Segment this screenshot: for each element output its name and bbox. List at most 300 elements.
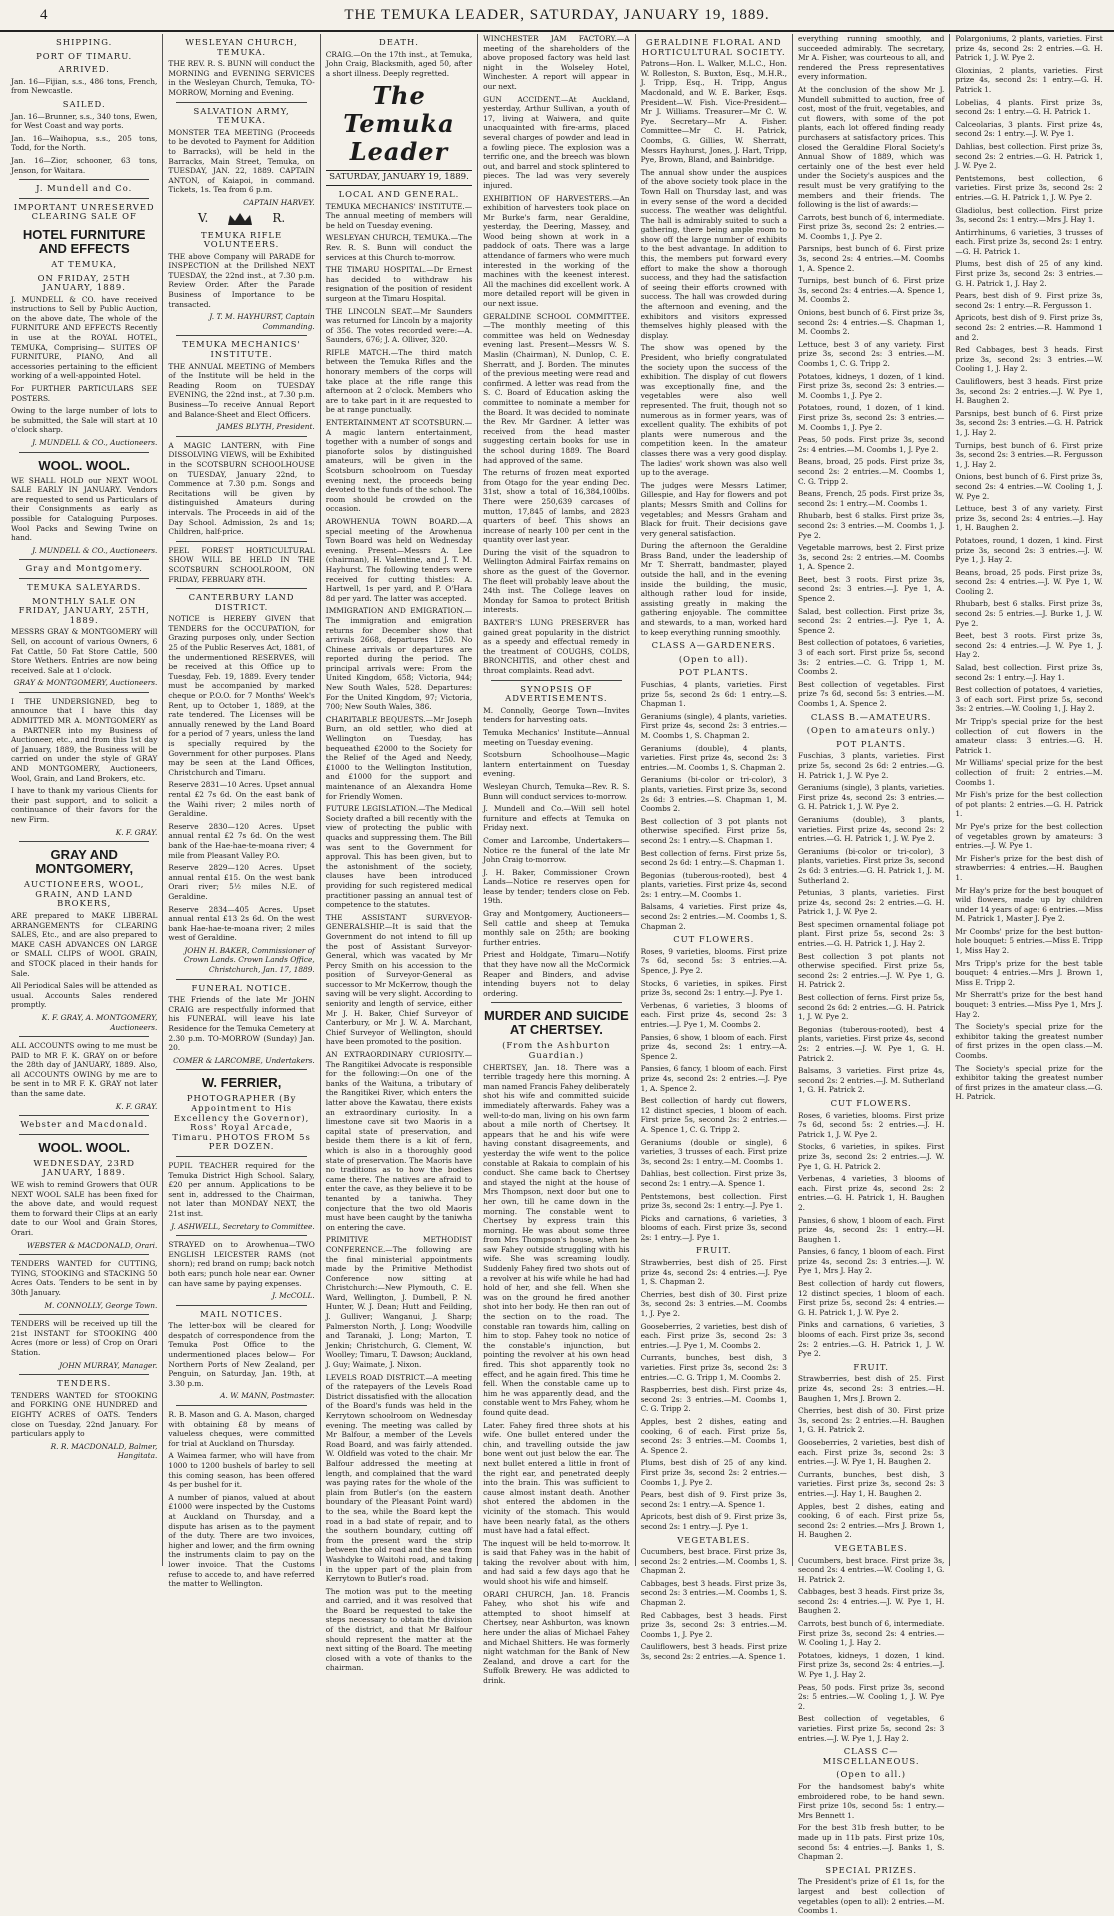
article-paragraph: Mr Hay's prize for the best bouquet of wild flowers, made up by children under 14 years of age: 6 entries.—Miss M. Patrick 1, Master J. Pye 2. — [955, 885, 1103, 924]
article-paragraph: Best collection of vegetables. First prize 7s 6d, second 5s: 3 entries.—M. Coombs 1, A. Spence 2. — [797, 679, 945, 708]
signature: J. MUNDELL & CO., Auctioneers. — [32, 545, 158, 555]
section-heading: Webster and Macdonald. — [20, 1119, 149, 1130]
article-paragraph: Jan. 16—Zior, schooner, 63 tons, Jenson, for Waitara. — [11, 155, 158, 175]
article-paragraph: Plums, best dish of 25 of any kind. First prize 3s, second 2s: 2 entries.—Coombs 1, J. Pye 2. — [640, 1458, 787, 1487]
article-paragraph: Red Cabbages, best 3 heads. First prize 3s, second 2s: 3 entries.—W. Cooling 1, J. Hay 2. — [955, 345, 1103, 374]
article-paragraph: Apples, best 2 dishes, eating and cooking, 6 of each. First prize 5s, second 2s: 2 entries.—Mrs J. Brown 1, H. Baughen 2. — [797, 1501, 945, 1540]
article-paragraph: Peas, 50 pods. First prize 3s, second 2s: 4 entries.—M. Coombs 1, J. Pye 2. — [797, 435, 945, 454]
section-heading: POT PLANTS. — [836, 738, 907, 749]
crest-right-letter: R. — [272, 210, 286, 225]
section-heading: SHIPPING. — [56, 37, 113, 47]
section-heading: FRUIT. — [853, 1361, 889, 1372]
article-paragraph: Balsams, 3 varieties. First prize 4s, second 2s: 2 entries.—J. M. Sutherland 1, G. H. Patrick 2. — [797, 1066, 945, 1095]
article-paragraph: EXHIBITION OF HARVESTERS.—An exhibition of harvesters took place on Mr Burke's farm, near Geraldine, yesterday, the Deering, Massey, and Wood being shown at work in a paddock of oats. There was a large attendance of farmers who were much interested in the working of the machines with the keenest interest. All the machines did excellent work. A more detailed report will be given in our next issue. — [483, 193, 630, 309]
divider — [176, 1405, 306, 1406]
crown-icon — [226, 211, 254, 227]
signature: WEBSTER & MACDONALD, Orari. — [26, 1240, 158, 1250]
article-paragraph: During the visit of the squadron to Wellington Admiral Fairfax remains on shore as the guest of the Governor. The fleet will probably leave about the 24th inst. The College leaves on Monday for Samoa to protect British interests. — [483, 547, 630, 615]
article-paragraph: Cauliflowers, best 3 heads. First prize 3s, second 2s: 2 entries.—J. W. Pye 1, H. Baughen 2. — [955, 377, 1103, 406]
article-paragraph: Beans, French, 25 pods. First prize 3s, second 2s: 1 entry.—M. Coombs 1. — [797, 489, 945, 508]
article-paragraph: THE ASSISTANT SURVEYOR-GENERALSHIP.—It is said that the Government do not intend to fill up the post of Assistant Surveyor-General, which was vacated by Mr Percy Smith on his accession to the position of Surveyor-General as successor to Mr McKerrow, though the saving will be very slight. According to seniority and length of service, either Mr J. H. Baker, Chief Surveyor of Canterbury, or Mr J. W. A. Marchant, Chief Surveyor of Wellington, should have been promoted to the position. — [325, 912, 473, 1047]
article-paragraph: Parsnips, best bunch of 6. First prize 3s, second 2s: 4 entries.—M. Coombs 1, A. Spence 2. — [797, 244, 945, 273]
article-paragraph: R. B. Mason and G. A. Mason, charged with obtaining £8 by means of valueless cheques, were committed for trial at Auckland on Thursday. — [168, 1410, 315, 1448]
article-paragraph: Pansies, 6 fancy, 1 bloom of each. First prize 4s, second 2s: 3 entries.—J. W. Pye 1, Mrs J. Hay 2. — [797, 1247, 945, 1276]
article-paragraph: Best collection of hardy cut flowers, 12 distinct species, 1 bloom of each. First prize 5s, second 2s: 4 entries.—G. H. Patrick 1, J. W. Pye 2. — [797, 1279, 945, 1317]
signature: K. F. GRAY. — [115, 1101, 158, 1111]
section-heading: CUT FLOWERS. — [673, 934, 755, 945]
section-heading: (Open to amateurs only.) — [806, 725, 936, 736]
article-paragraph: The returns of frozen meat exported from Otago for the year ending Dec. 31st, show a total of 16,384,100lbs. There were 250,639 carcases of mutton, 17,845 of lambs, and 2823 quarters of beef. This shows an increase of nearly 100 per cent in the quantity over last year. — [483, 468, 630, 545]
article-paragraph: J. H. Baker, Commissioner Crown Lands—Notice re reserves open for lease by tender; tenders close on Feb. 19th. — [483, 867, 630, 906]
section-heading: (Open to all.) — [836, 1769, 907, 1780]
article-paragraph: WE wish to remind Growers that OUR NEXT WOOL SALE has been fixed for the above date, and would request them to forward their Clips at an early date to our Wool and Grain Stores, Orari. — [11, 1180, 158, 1237]
section-heading: VEGETABLES. — [677, 1534, 751, 1545]
article-paragraph: Mr Fish's prize for the best collection of pot plants: 2 entries.—G. H. Patrick 1. — [955, 790, 1103, 819]
column-1 — [6, 34, 163, 1566]
article-paragraph: During the afternoon the Geraldine Brass Band, under the leadership of Mr T. Sherratt, bandmaster, played outside the hall, and in the evening inside the building, the music, although rather loud for inside, assisting greatly in making the gathering enjoyable. The committee and stewards, to a man, worked hard to keep everything running smoothly. — [640, 541, 787, 637]
dateline: SATURDAY, JANUARY 19, 1889. — [326, 170, 472, 186]
article-paragraph: All Periodical Sales will be attended as usual. Accounts Sales rendered promptly. — [11, 981, 158, 1010]
article-paragraph: Gloxinias, 2 plants, varieties. First prize 4s, second 2s: 1 entry.—G. H. Patrick 1. — [955, 65, 1103, 94]
article-paragraph: Pears, best dish of 9. First prize 3s, second 2s: 1 entry.—A. Spence 1. — [640, 1490, 787, 1509]
article-paragraph: Fuschias, 3 plants, varieties. First prize 5s, second 2s 6d: 2 entries.—G. H. Patrick 1, J. W. Pye 2. — [797, 751, 945, 780]
section-heading: (From the Ashburton Guardian.) — [502, 1040, 611, 1060]
article-paragraph: Verbenas, 4 varieties, 3 blooms of each. First prize 4s, second 2s: 2 entries.—G. H. Patrick 1, H. Baughen 2. — [797, 1174, 945, 1212]
article-paragraph: PUPIL TEACHER required for the Temuka District High School. Salary, £20 per annum. Applications to be sent in, addressed to the Chairman, not later than MONDAY NEXT, the 21st inst. — [168, 1160, 315, 1218]
volunteer-crest — [168, 211, 314, 227]
article-paragraph: I THE UNDERSIGNED, beg to announce that I have this day ADMITTED MR A. MONTGOMERY as a PARTNER into my Business of Auctioneer, etc., and from this 1st day of January, 1889, the Business will be carried on under the style of GRAY AND MONTGOMERY, Auctioneers, Wool, Grain, and Land Brokers, etc. — [11, 696, 158, 783]
article-paragraph: Mr Williams' special prize for the best collection of fruit: 2 entries.—M. Coombs 1. — [955, 758, 1103, 787]
article-paragraph: Lettuce, best 3 of any variety. First prize 3s, second 2s: 4 entries.—J. Hay 1, H. Baughen 2. — [955, 504, 1103, 533]
section-heading: FRUIT. — [696, 1245, 732, 1256]
article-paragraph: Owing to the large number of lots to be submitted, the Sale will start at 10 o'clock sharp. — [11, 406, 158, 435]
article-paragraph: Fuschias, 4 plants, varieties. First prize 5s, second 2s 6d: 1 entry.—S. Chapman 1. — [640, 680, 787, 709]
article-paragraph: THE TIMARU HOSPITAL.—Dr Ernest has decided to withdraw his resignation of the position of resident surgeon at the Timaru Hospital. — [325, 265, 473, 303]
article-paragraph: Balsams, 4 varieties. First prize 4s, second 2s: 2 entries.—M. Coombs 1, S. Chapman 2. — [640, 902, 787, 931]
signature: COMER & LARCOMBE, Undertakers. — [173, 1055, 315, 1065]
section-heading: Gray and Montgomery. — [25, 563, 143, 574]
section-heading: SALVATION ARMY, TEMUKA. — [193, 105, 290, 126]
article-paragraph: Pentstemons, best collection. First prize 3s, second 2s: 1 entry.—J. Pye 1. — [640, 1191, 787, 1211]
divider — [19, 578, 149, 579]
column-5 — [636, 34, 793, 1662]
article-paragraph: MONSTER TEA MEETING (Proceeds to be devoted to Payment for Addition to Barracks), will be held in the Barracks, Main Street, Temuka, on TUESDAY, JAN. 22, 1889. CAPTAIN ANTON, of Kaiapoi, in command. Tickets, 1s. Tea from 6 p.m. — [168, 127, 315, 195]
signature: A. W. MANN, Postmaster. — [220, 1391, 315, 1401]
article-paragraph: The annual show under the auspices of the above society took place in the Town Hall on Thursday last, and was in every sense of the word a decided success. The weather was delightful. The hall is admirably suited to such a gathering, there being ample room to show off the large number of exhibits to the best advantage. In addition to this, the members put forward every effort to make the show a thorough success, and they had the satisfaction of seeing their efforts crowned with success. The hall was crowded during the afternoon and evening, and the exhibitors and visitors expressed themselves highly pleased with the display. — [640, 167, 787, 340]
article-paragraph: Rhubarb, best 6 stalks. First prize 3s, second 2s: 3 entries.—M. Coombs 1, J. Pye 2. — [797, 511, 945, 540]
column-4 — [478, 34, 635, 1685]
article-paragraph: RIFLE MATCH.—The third match between the Temuka Rifles and the honorary members of the corps will take place at the rifle range this afternoon at 2 o'clock. Members who are to take part in it are requested to be at range punctually. — [325, 347, 473, 415]
article-paragraph: Pears, best dish of 9. First prize 3s, second 2s: 1 entry.—R. Fergusson 1. — [955, 291, 1103, 310]
divider — [19, 452, 149, 453]
divider — [176, 1235, 306, 1236]
article-paragraph: Apples, best 2 dishes, eating and cooking, 6 of each. First prize 5s, second 2s: 3 entries.—M. Coombs 1, A. Spence 2. — [640, 1416, 787, 1455]
section-heading: WEDNESDAY, 23RD JANUARY, 1889. — [33, 1157, 135, 1178]
crest-left-letter: V. — [197, 210, 209, 225]
article-paragraph: Petunias, 3 plants, varieties. First prize 4s, second 2s: 2 entries.—G. H. Patrick 1, J. W. Pye 2. — [797, 888, 945, 917]
section-heading: FUNERAL NOTICE. — [191, 982, 292, 993]
article-paragraph: Jan. 16—Waihopua, s.s., 205 tons, Todd, for the North. — [11, 133, 158, 153]
article-paragraph: Lettuce, best 3 of any variety. First prize 3s, second 2s: 3 entries.—M. Coombs 1, C. G. Tripp 2. — [797, 339, 945, 368]
article-paragraph: Scotsburn Schoolhouse—Magic lantern entertainment on Tuesday evening. — [483, 750, 630, 779]
article-paragraph: Mr Coombs' prize for the best button-hole bouquet: 5 entries.—Miss E. Tripp 1, Miss Hay 2. — [955, 926, 1103, 956]
article-paragraph: Best collection of ferns. First prize 5s, second 2s 6d: 2 entries.—G. H. Patrick 1, J. W. Pye 2. — [797, 993, 945, 1022]
masthead — [0, 0, 1114, 32]
article-paragraph: Stocks, 6 varieties, in spikes. First prize 3s, second 2s: 2 entries.—J. W. Pye 1, G. H. Patrick 2. — [797, 1142, 945, 1171]
divider — [176, 588, 306, 589]
article-paragraph: Begonias (tuberous-rooted), best 4 plants, varieties. First prize 4s, second 2s: 1 entry.—M. Coombs 1. — [640, 870, 787, 899]
article-paragraph: The motion was put to the meeting and carried, and it was resolved that the Board be requested to take the steps necessary to obtain the division of the district, and that Mr Balfour should represent the matter at the next sitting of the Board. The meeting closed with a vote of thanks to the chairman. — [325, 1586, 473, 1673]
article-paragraph: Best collection of potatoes, 4 varieties, 3 of each sort. First prize 5s, second 3s: 2 entries.—W. Cooling 1, J. Hay 2. — [955, 685, 1103, 714]
article-paragraph: Gooseberries, 2 varieties, best dish of each. First prize 3s, second 2s: 3 entries.—J. W. Pye 1, H. Baughen 2. — [797, 1437, 945, 1467]
divider — [176, 1069, 306, 1070]
article-paragraph: Mr Pye's prize for the best collection of vegetables grown by amateurs: 3 entries.—J. W. Pye 1. — [955, 821, 1103, 851]
article-paragraph: Vegetable marrows, best 2. First prize 3s, second 2s: 2 entries.—M. Coombs 1, A. Spence 2. — [797, 543, 945, 572]
divider — [19, 1254, 149, 1255]
article-paragraph: The inquest will be held to-morrow. It is said that Fahey was in the habit of taking the revolver about with him, and had said a few days ago that he would shoot his wife and himself. — [483, 1538, 630, 1587]
article-paragraph: I have to thank my various Clients for their past support, and to solicit a continuance of their favors for the new Firm. — [11, 786, 158, 824]
article-paragraph: Apricots, best dish of 9. First prize 3s, second 2s: 2 entries.—R. Hammond 1 and 2. — [955, 313, 1103, 342]
article-paragraph: The judges were Messrs Latimer, Gillespie, and Hay for flowers and pot plants; Messrs Smith and Collins for vegetables; and Messrs Graham and Black for fruit. Their decisions gave very general satisfaction. — [640, 480, 787, 538]
section-heading: MONTHLY SALE ON FRIDAY, JANUARY, 25TH, 1889. — [18, 595, 150, 625]
article-paragraph: Best collection of potatoes, 6 varieties, 3 of each sort. First prize 5s, second 3s: 2 entries.—C. G. Tripp 1, M. Coombs 2. — [797, 638, 945, 677]
article-paragraph: Mr Tripp's special prize for the best collection of cut flowers in the amateur class: 3 entries.—G. H. Patrick 1. — [955, 717, 1103, 755]
section-heading: VEGETABLES. — [834, 1542, 908, 1553]
divider — [176, 102, 306, 103]
article-paragraph: Geraniums (double or single), 6 varieties, 3 trusses of each. First prize 3s, second 2s: 1 entry.—M. Coombs 1. — [640, 1137, 787, 1166]
article-paragraph: Potatoes, kidneys, 1 dozen, of 1 kind. First prize 3s, second 2s: 3 entries.—M. Coombs 1, J. Pye 2. — [797, 371, 945, 400]
article-paragraph: Turnips, best bunch of 6. First prize 3s, second 2s: 4 entries.—A. Spence 1, M. Coombs 2. — [797, 276, 945, 305]
article-paragraph: Potatoes, round, 1 dozen, 1 kind. First prize 3s, second 2s: 3 entries.—J. W. Pye 1, J. Hay 2. — [955, 535, 1103, 565]
masthead-title: THE TEMUKA LEADER, SATURDAY, JANUARY 19, 1889. — [344, 6, 770, 23]
article-paragraph: Calceolarias, 3 plants. First prize 4s, second 2s: 1 entry.—J. W. Pye 1. — [955, 119, 1103, 139]
article-paragraph: Beans, broad, 25 pods. First prize 3s, second 2s: 2 entries.—M. Coombs 1, C. G. Tripp 2. — [797, 457, 945, 486]
signature: JOHN MURRAY, Manager. — [59, 1360, 158, 1370]
article-paragraph: Roses, 6 varieties, blooms. First prize 7s 6d, second 5s: 2 entries.—J. H. Patrick 1, J. W. Pye 2. — [797, 1110, 945, 1139]
article-paragraph: Dahlias, best collection. First prize 3s, second 2s: 2 entries.—G. H. Patrick 1, J. W. Pye 2. — [955, 141, 1103, 171]
article-paragraph: Cabbages, best 3 heads. First prize 3s, second 2s: 4 entries.—J. W. Pye 1, H. Baughen 2. — [797, 1587, 945, 1616]
display-heading: HOTEL FURNITURE AND EFFECTS — [22, 226, 146, 256]
article-paragraph: Gooseberries, 2 varieties, best dish of each. First prize 3s, second 2s: 3 entries.—J. Pye 1, M. Coombs 2. — [640, 1321, 787, 1350]
article-paragraph: NOTICE is HEREBY GIVEN that TENDERS for the OCCUPATION, for Grazing purposes only, under Section 25 of the Public Reserves Act, 1881, of the undermentioned RESERVES, will be received at this Office up to Tuesday, Feb. 19, 1889. Every tender must be accompanied by marked cheque or P.O.O. for 7 Months' Week's Rent, up to October 1, 1889, at the rate tendered. The Licenses will be annually renewed by the Land Board for a period of 7 years, unless the land is specially required by the Government for other purposes. Plans may be seen at the Land Offices, Christchurch and Timaru. — [168, 614, 315, 777]
article-paragraph: Mrs Tripp's prize for the best table bouquet: 4 entries.—Mrs J. Brown 1, Miss E. Tripp 2. — [955, 958, 1103, 987]
divider — [176, 1156, 306, 1157]
section-heading: AUCTIONEERS, WOOL, GRAIN, AND LAND BROKERS, — [23, 879, 145, 909]
article-paragraph: Onions, best bunch of 6. First prize 3s, second 2s: 4 entries.—S. Chapman 1, M. Coombs 2. — [797, 308, 945, 337]
article-paragraph: Carrots, best bunch of 6, intermediate. First prize 3s, second 2s: 4 entries.—W. Cooling 1, J. Hay 2. — [797, 1619, 945, 1648]
article-paragraph: WE SHALL HOLD our NEXT WOOL SALE EARLY IN JANUARY. Vendors are requested to send us Particulars of their Consignments as early as possible for Cataloguing Purposes. Wool Packs and Sewing Twine on hand. — [11, 475, 158, 543]
section-heading: CLASS B.—AMATEURS. — [810, 711, 932, 722]
divider — [176, 979, 306, 980]
section-heading: DEATH. — [378, 37, 419, 47]
article-paragraph: THE Friends of the late Mr JOHN CRAIG are respectfully informed that his FUNERAL will leave his late Residence for the Temuka Cemetery at 2.30 p.m. TO-MORROW (Sunday) Jan. 20. — [168, 995, 315, 1053]
article-paragraph: LEVELS ROAD DISTRICT.—A meeting of the ratepayers of the Levels Road District dissatisfied with the allocation of the Board's funds was held in the Kerrytown schoolroom on Wednesday evening. The meeting was called by Mr Balfour, a member of the Levels Road Board, and was fairly attended. W. Oldfield was voted to the chair. Mr Balfour addressed the meeting at length, and complained that the ward was paying rates for the whole of the plain from Butler's (on the eastern boundary of the Pleasant Point ward) to the sea, while the Board kept the road in a bad state of repair, and to the southern boundary, cutting off from the present ward the strip between the old road and the sea from Washdyke to Waitohi road, and taking in the upper part of the plain from Kerrytown to Butler's road. — [325, 1372, 473, 1584]
article-paragraph: Geraniums (single), 3 plants, varieties. First prize 4s, second 2s: 3 entries.—G. H. Patrick 1, J. W. Pye 2. — [797, 783, 945, 812]
section-heading: PORT OF TIMARU. — [36, 50, 133, 61]
section-heading: SAILED. — [62, 98, 106, 109]
article-paragraph: WESLEYAN CHURCH, TEMUKA.—The Rev. R. S. Bunn will conduct the services at this Church to-morrow. — [325, 233, 473, 262]
article-paragraph: Carrots, best bunch of 6, intermediate. First prize 3s, second 2s: 2 entries.—M. Coombs 1, J. Pye 2. — [797, 212, 945, 241]
article-paragraph: J. MUNDELL & CO. have received instructions to Sell by Public Auction, on the above date, The whole of the FURNITURE AND EFFECTS Recently in use at the ROYAL HOTEL, TEMUKA, Comprising— SUITES OF FURNITURE, PIANO, And all accessories pertaining to the efficient working of a well-appointed Hotel. — [11, 294, 158, 381]
article-paragraph: IMMIGRATION AND EMIGRATION.—The immigration and emigration returns for December show that arrivals 2668, departures 1250. No Chinese arrivals or departures are reported during the period. The principal arrivals were: From the United Kingdom, 658; Victoria, 944; New South Wales, 528. Departures: For the United Kingdom, 97; Victoria, 700; New South Wales, 386. — [325, 606, 473, 712]
article-paragraph: At the conclusion of the show Mr J. Mundell submitted to auction, free of cost, most of the fruit, vegetables, and cut flowers, with some of the pot plants, each lot offered finding ready purchasers at satisfactory prices. This closed the Geraldine Floral Society's Annual Show of 1889, which was certainly one of the best ever held under the Society's auspices and the result must be very gratifying to the members and their friends. The following is the list of awards:— — [797, 84, 945, 210]
divider — [19, 692, 149, 693]
article-paragraph: Pansies, 6 show, 1 bloom of each. First prize 4s, second 2s: 1 entry.—H. Baughen 1. — [797, 1215, 945, 1244]
divider — [176, 436, 306, 437]
display-heading: MURDER AND SUICIDE AT CHERTSEY. — [484, 1008, 629, 1038]
article-paragraph: FUTURE LEGISLATION.—The Medical Society drafted a bill recently with the view of protecting the public with quacks and suppressing them. The Bill was sent to the Government for approval. This has been given, but to the astonishment of the society, clauses have been introduced providing for such registered medical practitioner passing an annual test of competence to the statutes. — [325, 804, 473, 910]
column-2 — [163, 34, 320, 1589]
article-paragraph: AN EXTRAORDINARY CURIOSITY.—The Rangitikei Advocate is responsible for the following:—On one of the banks of the Waituna, a tributary of the Rangitikei River, which enters the latter above the Kawatau, there exists an extraordinary curiosity. In a limestone cave sit two Maoris in a capital state of preservation, and beside them there is a kit of fern, which is also in a thoroughly good state of preservation. The Maoris have no traditions as to how the bodies came there. The natives are afraid to enter the cave, as they believe it to be tenanted by a taniwha. They conjecture that the two old Maoris must have been caught by the taniwha on entering the cave. — [325, 1050, 473, 1232]
divider — [491, 680, 621, 681]
article-paragraph: Turnips, best bunch of 6. First prize 3s, second 2s: 3 entries.—R. Fergusson 1, J. Hay 2. — [955, 440, 1103, 469]
article-paragraph: For the best 31b fresh butter, to be made up in 11b pats. First prize 10s, second 5s: 4 entries.—J. Banks 1, S. Chapman 2. — [797, 1823, 945, 1862]
article-paragraph: Cauliflowers, best 3 heads. First prize 3s, second 2s: 2 entries.—A. Spence 1. — [640, 1642, 787, 1662]
article-paragraph: Geraniums (single), 4 plants, varieties. First prize 4s, second 2s: 3 entries.—M. Coombs 1, S. Chapman 2. — [640, 711, 787, 740]
article-paragraph: Reserve 2831—10 Acres. Upset annual rental £2 7s 6d. On the east bank of the Waihi river; 2 miles north of Geraldine. — [168, 780, 315, 819]
article-paragraph: Onions, best bunch of 6. First prize 3s, second 2s: 4 entries.—W. Cooling 1, J. W. Pye 2. — [955, 472, 1103, 501]
article-paragraph: AROWHENUA TOWN BOARD.—A special meeting of the Arowhenua Town Board was held on Wednesday evening. Present—Messrs A. Lee (chairman), H. Valentine, and J. T. M. Hayhurst. The following tenders were received for cutting thistles: A. Hartwell, 1s per yard, and P. O'Hara 8d per yard. The latter was accepted. — [325, 516, 473, 603]
article-paragraph: Peas, 50 pods. First prize 3s, second 2s: 5 entries.—W. Cooling 1, J. W. Pye 2. — [797, 1682, 945, 1711]
section-heading: TENDERS. — [57, 1378, 112, 1389]
article-paragraph: Gladiolus, best collection. First prize 3s, second 2s: 1 entry.—Mrs J. Hay 1. — [955, 205, 1103, 225]
divider — [19, 841, 149, 842]
article-paragraph: Cherries, best dish of 30. First prize 3s, second 2s: 3 entries.—M. Coombs 1, J. Pye 2. — [640, 1289, 787, 1319]
article-paragraph: STRAYED on to Arowhenua—TWO ENGLISH LEICESTER RAMS (not shorn); red brand on rump; back notch both ears; punch hole near ear. Owner can have same by paying expenses. — [168, 1240, 315, 1288]
article-paragraph: Jan. 16—Brunner, s.s., 340 tons, Ewen, for West Coast and way ports. — [11, 111, 158, 131]
display-heading: GRAY AND MONTGOMERY, — [35, 847, 134, 877]
article-paragraph: Beet, best 3 roots. First prize 3s, second 2s: 3 entries.—J. Pye 1, A. Spence 2. — [797, 574, 945, 604]
article-paragraph: The show was opened by the President, who briefly congratulated the society upon the success of the exhibition. The display of cut flowers was exceptionally fine, and the vegetables were also well represented. The fruit, though not so numerous as in former years, was of excellent quality. The exhibits of pot plants were numerous and the competition keen. In the amateur classes there was a very good display. The ladies' work shown was also well up to the average. — [640, 343, 787, 478]
article-paragraph: Cherries, best dish of 30. First prize 3s, second 2s: 2 entries.—H. Baughen 1, G. H. Patrick 2. — [797, 1406, 945, 1435]
section-heading: SYNOPSIS OF ADVERTISEMENTS. — [505, 683, 608, 704]
signature: J. McCOLL. — [272, 1291, 315, 1301]
divider — [176, 541, 306, 542]
article-paragraph: everything running smoothly, and succeeded admirably. The secretary, Mr A. Fisher, was courteous to all, and rendered the Press representatives every information. — [797, 34, 945, 82]
article-paragraph: TENDERS will be received up till the 21st INSTANT for STOOKING 400 Acres (more or less) of Crop on Orari Station. — [11, 1319, 158, 1357]
divider — [19, 1314, 149, 1315]
article-paragraph: THE ANNUAL MEETING of Members of the Institute will be held in the Reading Room on TUESDAY EVENING, the 22nd inst., at 7.30 p.m. Business—To receive Annual Report and Balance-Sheet and Elect Officers. — [168, 361, 315, 419]
article-paragraph: CRAIG.—On the 17th inst., at Temuka, John Craig, Blacksmith, aged 50, after a short illness. Deeply regretted. — [325, 49, 473, 78]
column-7 — [950, 34, 1107, 1566]
column-6 — [793, 34, 950, 1916]
article-paragraph: Raspberries, best dish. First prize 4s, second 2s: 3 entries.—M. Coombs 1, C. G. Tripp 2. — [640, 1385, 787, 1414]
article-paragraph: Reserve 2829—120 Acres. Upset annual rental £15. On the west bank Orari river; 5½ miles N.E. of Geraldine. — [168, 863, 315, 901]
signature: K. F. GRAY, A. MONTGOMERY, Auctioneers. — [41, 1012, 158, 1032]
section-heading: GERALDINE FLORAL AND HORTICULTURAL SOCIETY. — [641, 37, 786, 57]
article-paragraph: ORARI CHURCH, Jan. 18. Francis Fahey, who shot his wife and attempted to shoot himself at Chertsey, near Ashburton, was known here under the alias of Michael Fahey and Michael Shitters. He was formerly night watchman for the Bank of New Zealand, and drove a cart for the Suffolk Brewery. He was addicted to drink. — [483, 1589, 630, 1685]
section-heading: TEMUKA SALEYARDS. — [26, 581, 142, 592]
article-paragraph: Gray and Montgomery, Auctioneers—Sell cattle and sheep at Temuka monthly sale on 25th; are booking further entries. — [483, 909, 630, 947]
article-paragraph: Best collection of ferns. First prize 5s, second 2s 6d: 1 entry.—S. Chapman 1. — [640, 848, 787, 868]
article-paragraph: TEMUKA MECHANICS' INSTITUTE.—The annual meeting of members will be held on Tuesday evening. — [325, 201, 473, 230]
display-heading: WOOL. WOOL. — [38, 457, 131, 473]
article-paragraph: The Society's special prize for the exhibitor taking the greatest number of first prizes in the amateur class.—G. H. Patrick. — [955, 1063, 1103, 1102]
signature: JAMES BLYTH, President. — [217, 422, 315, 432]
article-paragraph: A number of pianos, valued at about £1000 were inspected by the Customs at Auckland on Thursday, and a dispute has arisen as to the payment of the duty. There are two invoices, higher and lower, and the firm owning the instruments claim to pay on the lower invoice. That the Customs refuse to accede to, and have referred the matter to Wellington. — [168, 1492, 315, 1589]
section-heading: POT PLANTS. — [678, 667, 749, 678]
divider — [176, 335, 306, 336]
article-paragraph: Cabbages, best 3 heads. First prize 3s, second 2s: 3 entries.—M. Coombs 1, S. Chapman 2. — [640, 1578, 787, 1608]
section-heading: (Open to all). — [678, 653, 749, 664]
article-paragraph: Antirrhinums, 6 varieties, 3 trusses of each. First prize 3s, second 2s: 1 entry.—G. H. Patrick 1. — [955, 227, 1103, 256]
article-paragraph: Reserve 2834—405 Acres. Upset annual rental £13 2s 6d. On the west bank Hae-hae-te-moana river; 2 miles west of Geraldine. — [168, 904, 315, 943]
signature: J. MUNDELL & CO., Auctioneers. — [32, 438, 158, 447]
article-paragraph: Best collection 3 pot plants not otherwise specified. First prize 5s, second 2s: 2 entries.—J. W. Pye 1, G. H. Patrick 2. — [797, 951, 945, 990]
article-paragraph: Cucumbers, best brace. First prize 3s, second 2s: 4 entries.—W. Cooling 1, G. H. Patrick 2. — [797, 1555, 945, 1584]
article-paragraph: For the handsomest baby's white embroidered robe, to be hand sewn. First prize 10s, second 5s: 1 entry.—Mrs Bennett 1. — [797, 1781, 945, 1820]
article-paragraph: PRIMITIVE METHODIST CONFERENCE.—The following are the final ministerial appointments made by the Primitive Methodist Conference now sitting at Christchurch:—New Plymouth, C. E. Ward, Wellington, J. Dumbell, P. N. Hunter, W. J. Dean; Hutt and Feilding, J. Gulliver; Wanganui, J. Sharp; Palmerston North, J. Long; Woodville and Taranaki, J. Long; Marton, T. Jenkin; Christchurch, G. Clement, W. Woolley; Timaru, T. Dawson; Auckland, J. Guy; Waimate, J. Nixon. — [325, 1235, 473, 1370]
article-paragraph: TENDERS WANTED for STOOKING and FORKING ONE HUNDRED and EIGHTY ACRES of OATS. Tenders close on Tuesday, 22nd January. For particulars apply to — [11, 1390, 158, 1439]
display-heading: WOOL. WOOL. — [38, 1139, 131, 1155]
article-paragraph: TENDERS WANTED for CUTTING, TYING, STOOKING and STACKING 50 Acres Oats. Tenders to be sent in by 30th January. — [11, 1259, 158, 1297]
columns-container — [6, 34, 1108, 1916]
article-paragraph: Temuka Mechanics' Institute—Annual meeting on Tuesday evening. — [483, 727, 630, 747]
section-heading: CUT FLOWERS. — [830, 1097, 912, 1108]
article-paragraph: PEEL FOREST HORTICULTURAL SHOW WILL BE HELD IN THE SCOTSBURN SCHOOLROOM, ON FRIDAY, FEBRUARY 8TH. — [168, 545, 315, 584]
article-paragraph: Parsnips, best bunch of 6. First prize 3s, second 2s: 3 entries.—G. H. Patrick 1, J. Hay 2. — [955, 408, 1103, 437]
article-paragraph: Lobelias, 4 plants. First prize 3s, second 2s: 1 entry.—G. H. Patrick 1. — [955, 97, 1103, 117]
signature: M. CONNOLLY, George Town. — [44, 1300, 158, 1310]
article-paragraph: Cucumbers, best brace. First prize 3s, second 2s: 2 entries.—M. Coombs 1, S. Chapman 2. — [640, 1547, 787, 1576]
article-paragraph: MESSRS GRAY & MONTGOMERY will Sell, on account of various Owners, 6 Fat Cattle, 50 Fat Store Cattle, 500 Store Wethers. Entries are now being received. Sale at 1 o'clock. — [11, 627, 158, 675]
article-paragraph: ARE prepared to MAKE LIBERAL ARRANGEMENTS for CLEARING SALES, Etc., and are also prepared to MAKE CASH ADVANCES ON LARGE or SMALL CLIPS of WOOL GRAIN, and STOCK placed in their hands for Sale. — [11, 910, 158, 978]
article-paragraph: Apricots, best dish of 9. First prize 3s, second 2s: 1 entry.—J. Pye 1. — [640, 1512, 787, 1531]
section-heading: PHOTOGRAPHER (By Appointment to His Excellency the Governor), Ross' Royal Arcade, Timaru. PHOTOS FROM 5s PER DOZEN. — [172, 1093, 311, 1152]
article-paragraph: The President's prize of £1 1s, for the largest and best collection of vegetables (open to all): 2 entries.—M. Coombs 1. — [797, 1877, 945, 1916]
divider — [19, 1036, 149, 1037]
article-paragraph: Later. Fahey fired three shots at his wife. One bullet entered under the chin, and travelling outside the jaw bone went out just below the ear. The next bullet entered a little in front of the right ear, and penetrated deeply into the brain. This was sufficient to cause almost instant death. Another shot entered the abdomen in the vicinity of the stomach. This would have been nearly fatal, as the others must have had a fatal effect. — [483, 1420, 630, 1536]
article-paragraph: Geraniums (bi-color or tri-color), 3 plants, varieties. First prize 3s, second 2s 6d: 3 entries.—G. H. Patrick 1, J. M. Sutherland 2. — [797, 846, 945, 885]
article-paragraph: Salad, best collection. First prize 3s, second 2s: 2 entries.—J. Pye 1, A. Spence 2. — [797, 606, 945, 635]
article-paragraph: THE REV. R. S. BUNN will conduct the MORNING and EVENING SERVICES in the Wesleyan Church, Temuka, TO-MORROW, Morning and Evening. — [168, 59, 315, 97]
article-paragraph: J. Mundell and Co.—Will sell hotel furniture and effects at Temuka on Friday next. — [483, 804, 630, 833]
article-paragraph: Salad, best collection. First prize 3s, second 2s: 1 entry.—J. Hay 1. — [955, 663, 1103, 682]
section-heading: ARRIVED. — [58, 64, 110, 75]
divider — [491, 1002, 621, 1003]
article-paragraph: Stocks, 6 varieties, in spikes. First prize 3s, second 2s: 1 entry.—J. Pye 1. — [640, 978, 787, 998]
signature: K. F. GRAY. — [115, 827, 158, 837]
article-paragraph: M. Connolly, George Town—Invites tenders for harvesting oats. — [483, 705, 630, 725]
article-paragraph: Potatoes, round, 1 dozen, of 1 kind. First prize 3s, second 2s: 3 entries.—M. Coombs 1, J. Pye 2. — [797, 403, 945, 432]
article-paragraph: ALL ACCOUNTS owing to me must be PAID to MR F. K. GRAY on or before the 28th day of JANUARY, 1889. Also, all ACCOUNTS OWING by me are to be sent in to MR F. K. GRAY not later than the same date. — [11, 1041, 158, 1099]
article-paragraph: Priest and Holdgate, Timaru—Notify that they have now all the McCormick Reaper and Binders, and advise intending buyers not to delay ordering. — [483, 950, 630, 998]
signature: J. ASHWELL, Secretary to Committee. — [171, 1221, 315, 1231]
article-paragraph: Dahlias, best collection. First prize 3s, second 2s: 1 entry.—A. Spence 1. — [640, 1169, 787, 1188]
signature: GRAY & MONTGOMERY, Auctioneers. — [13, 678, 158, 688]
section-heading: CLASS A—GARDENERS. — [651, 640, 776, 651]
column-3 — [321, 34, 478, 1673]
article-paragraph: WINCHESTER JAM FACTORY.—A meeting of the shareholders of the above proposed factory was held last night in the Wolseley Hotel, Winchester. A report will appear in our next. — [483, 34, 630, 91]
article-paragraph: Strawberries, best dish of 25. First prize 4s, second 2s: 3 entries.—H. Baughen 1, Mrs J. Brown 2. — [797, 1374, 945, 1403]
article-paragraph: Pinks and carnations, 6 varieties, 3 blooms of each. First prize 3s, second 2s: 2 entries.—G. H. Patrick 1, J. W. Pye 2. — [797, 1320, 945, 1359]
divider — [19, 1134, 149, 1135]
article-paragraph: Geraniums (double), 4 plants, varieties. First prize 4s, second 2s: 3 entries.—M. Coombs 1, S. Chapman 2. — [640, 743, 787, 772]
divider — [19, 198, 149, 199]
section-heading: CLASS C—MISCELLANEOUS. — [822, 1746, 920, 1766]
signature: CAPTAIN HARVEY. — [243, 197, 315, 207]
signature: J. T. M. HAYHURST, Captain Commanding. — [209, 312, 315, 331]
article-paragraph: Beet, best 3 roots. First prize 3s, second 2s: 4 entries.—J. W. Pye 1, J. Hay 2. — [955, 631, 1103, 660]
article-paragraph: Reserve 2830—120 Acres. Upset annual rental £2 7s 6d. On the west bank of the Hae-hae-te-moana river; 4 mile from Pleasant Valley P.O. — [168, 821, 315, 860]
article-paragraph: Best collection of vegetables, 6 varieties. First prize 5s, second 2s: 3 entries.—J. W. Pye 1, J. Hay 2. — [797, 1714, 945, 1743]
article-paragraph: Plums, best dish of 25 of any kind. First prize 3s, second 2s: 3 entries.—G. H. Patrick 1, J. Hay 2. — [955, 259, 1103, 288]
article-paragraph: Jan. 16—Fijian, s.s., 486 tons, French, from Newcastle. — [11, 76, 158, 96]
article-paragraph: Geraniums (bi-color or tri-color), 3 plants, varieties. First prize 3s, second 2s 6d: 3 entries.—S. Chapman 1, M. Coombs 2. — [640, 775, 787, 814]
article-paragraph: Currants, bunches, best dish, 3 varieties. First prize 3s, second 2s: 3 entries.—C. G. Tripp 1, M. Coombs 2. — [640, 1353, 787, 1382]
article-paragraph: For FURTHER PARTICULARS SEE POSTERS. — [11, 384, 158, 403]
article-paragraph: Patrons—Hon. L. Walker, M.L.C., Hon. W. Rolleston, S. Buxton, Esq., M.H.R., J. Tripp, Esq., H. Tripp, Angus Macdonald, and W. E. Barker, Esqs. President—W. Fish. Vice-President—Mr J. Williams. Treasurer—Mr C. W. Pye. Secretary—Mr A. Fisher. Committee—Mr C. H. Patrick, Coombs, G. Gillies, W. Sherratt, Messrs Hayhurst, Jones, J. Hart, Tripp, Pye, Brown, Bland, and Bainbridge. — [640, 59, 787, 165]
article-paragraph: THE LINCOLN SEAT.—Mr Saunders was returned for Lincoln by a majority of 356. The votes recorded were:—A. Saunders, 676; J. A. Olliver, 320. — [325, 306, 473, 345]
article-paragraph: Pentstemons, best collection, 6 varieties. First prize 3s, second 2s: 2 entries.—G. H. Patrick 1, J. W. Pye 2. — [955, 173, 1103, 202]
section-heading: SPECIAL PRIZES. — [825, 1864, 918, 1875]
section-heading: WESLEYAN CHURCH, TEMUKA. — [185, 37, 298, 57]
article-paragraph: GERALDINE SCHOOL COMMITTEE.—The monthly meeting of this committee was held on Wednesday evening last. Present—Messrs W. S. Maslin (Chairman), N. Dunlop, C. E. Sherratt, and J. Borden. The minutes of the previous meeting were read and confirmed. A letter was read from the S. C. Board of Education asking the committee to nominate a member for the Board. It was decided to nominate the Rev. Mr Gardner. A letter was received from the head master suggesting certain books for use in the school during 1889. The Board had approved of the same. — [483, 311, 630, 465]
article-paragraph: Wesleyan Church, Temuka—Rev. R. S. Bunn will conduct services to-morrow. — [483, 781, 630, 801]
article-paragraph: Pansies, 6 fancy, 1 bloom of each. First prize 4s, second 2s: 2 entries.—J. Pye 1, A. Spence 2. — [640, 1064, 787, 1093]
divider — [19, 559, 149, 560]
article-paragraph: Best collection of hardy cut flowers, 12 distinct species, 1 bloom of each. First prize 5s, second 2s: 2 entries.—A. Spence 1, C. G. Tripp 2. — [640, 1096, 787, 1134]
section-heading: TEMUKA RIFLE VOLUNTEERS. — [201, 229, 283, 250]
signature: JOHN H. BAKER, Commissioner of Crown Lands. Crown Lands Office, Christchurch, Jan. 17, 1889. — [183, 945, 315, 975]
section-heading: TEMUKA MECHANICS' INSTITUTE. — [182, 339, 301, 360]
nameplate: The Temuka Leader — [343, 81, 455, 167]
article-paragraph: Red Cabbages, best 3 heads. First prize 3s, second 2s: 3 entries.—M. Coombs 1, J. Pye 2. — [640, 1610, 787, 1639]
section-heading: AT TEMUKA, — [51, 258, 118, 269]
article-paragraph: The letter-box will be cleared for despatch of correspondence from the Temuka Post Office to the undermentioned places below— For Northern Ports of New Zealand, per Penguin, on Saturday, Jan. 19th, at 3.30 p.m. — [168, 1321, 315, 1388]
article-paragraph: CHARITABLE BEQUESTS.—Mr Joseph Burn, an old settler, who died at Wellington on Tuesday, has bequeathed £2000 to the Society for the Relief of the Aged and Needy, £1000 to the Wellington Institution, and £1000 for the support and maintenance of an Alexandra Home for Friendly Women. — [325, 714, 473, 801]
article-paragraph: Beans, broad, 25 pods. First prize 3s, second 2s: 4 entries.—J. W. Pye 1, W. Cooling 2. — [955, 567, 1103, 596]
section-heading: LOCAL AND GENERAL. — [338, 188, 460, 199]
divider — [19, 179, 149, 180]
section-heading: CANTERBURY LAND DISTRICT. — [188, 592, 295, 612]
article-paragraph: Comer and Larcombe, Undertakers—Notice re the funeral of the late Mr John Craig to-morrow. — [483, 835, 630, 865]
display-heading: W. FERRIER, — [201, 1075, 282, 1091]
article-paragraph: The Society's special prize for the exhibitor taking the greatest number of first prizes in the open class.—M. Coombs. — [955, 1022, 1103, 1060]
article-paragraph: Best collection of 3 pot plants not otherwise specified. First prize 5s, second 2s: 1 entry.—S. Chapman 1. — [640, 816, 787, 845]
article-paragraph: Mr Sherratt's prize for the best hand bouquet: 3 entries.—Miss Pye 1, Mrs J. Hay 2. — [955, 990, 1103, 1019]
signature: R. R. MACDONALD, Balmer, Hangitata. — [50, 1441, 158, 1461]
section-heading: MAIL NOTICES. — [200, 1308, 284, 1319]
page-number: 4 — [40, 6, 49, 23]
article-paragraph: Picks and carnations, 6 varieties, 3 blooms of each. First prize 3s, second 2s: 1 entry.—J. Pye 1. — [640, 1213, 787, 1242]
article-paragraph: Roses, 9 varieties, blooms. First prize 7s 6d, second 5s: 3 entries.—A. Spence, J. Pye 2. — [640, 946, 787, 976]
article-paragraph: THE above Company will PARADE for INSPECTION at the Drillshed NEXT TUESDAY, the 22nd inst., at 7.30 p.m. Review Order. After the Parade Business of Importance to be transacted. — [168, 251, 315, 309]
divider — [19, 1115, 149, 1116]
article-paragraph: Begonias (tuberous-rooted), best 4 plants, varieties. First prize 4s, second 2s: 2 entries.—J. W. Pye 1, G. H. Patrick 2. — [797, 1024, 945, 1063]
divider — [176, 1305, 306, 1306]
article-paragraph: Polargoniums, 2 plants, varieties. First prize 4s, second 2s: 2 entries.—G. H. Patrick 1, J. W. Pye 2. — [955, 34, 1103, 63]
article-paragraph: Best specimen ornamental foliage pot plant. First prize 5s, second 2s: 3 entries.—G. H. Patrick 1, J. Hay 2. — [797, 919, 945, 949]
article-paragraph: Pansies, 6 show, 1 bloom of each. First prize 4s, second 2s: 1 entry.—A. Spence 2. — [640, 1032, 787, 1061]
article-paragraph: Rhubarb, best 6 stalks. First prize 3s, second 2s: 5 entries.—J. Burke 1, J. W. Pye 2. — [955, 599, 1103, 628]
article-paragraph: Strawberries, best dish of 25. First prize 4s, second 2s: 4 entries.—J. Pye 1, S. Chapman 2. — [640, 1258, 787, 1287]
article-paragraph: GUN ACCIDENT.—At Auckland, yesterday, Arthur Sullivan, a youth of 17, living at Waiwera, and quite unacquainted with fire-arms, placed several charges of powder and lead in a fowling piece. The explosion was a terrific one, and the breech was blown out, and barrel and stock splintered to pieces. The lad was very severely injured. — [483, 94, 630, 190]
section-heading: ON FRIDAY, 25TH JANUARY, 1889. — [37, 272, 131, 293]
divider — [19, 1374, 149, 1375]
article-paragraph: A Waimea farmer, who will have from 1000 to 1200 bushels of barley to sell this coming season, has been offered 4s per bushel for it. — [168, 1451, 315, 1490]
article-paragraph: Mr Fisher's prize for the best dish of strawberries: 4 entries.—H. Baughen 1. — [955, 853, 1103, 882]
section-heading: J. Mundell and Co. — [36, 183, 133, 194]
article-paragraph: BAXTER'S LUNG PRESERVER has gained great popularity in the district as a speedy and effectual remedy in the treatment of COUGHS, COLDS, BRONCHITIS, and other chest and throat complaints. Read advt. — [483, 618, 630, 675]
article-paragraph: Potatoes, kidneys, 1 dozen, 1 kind. First prize 3s, second 2s: 4 entries.—J. W. Pye 1, J. Hay 2. — [797, 1650, 945, 1680]
article-paragraph: Verbenas, 6 varieties, 3 blooms of each. First prize 4s, second 2s: 3 entries.—J. Pye 1, M. Coombs 2. — [640, 1000, 787, 1029]
article-paragraph: Currants, bunches, best dish, 3 varieties. First prize 3s, second 2s: 3 entries.—J. Hay 1, H. Baughen 2. — [797, 1469, 945, 1498]
section-heading: IMPORTANT UNRESERVED CLEARING SALE OF — [13, 201, 155, 222]
article-paragraph: ENTERTAINMENT AT SCOTSBURN.—A magic lantern entertainment, together with a number of songs and pianoforte solos by distinguished amateurs, will be given in the Scotsburn schoolroom on Tuesday evening next, the proceeds being devoted to the funds of the school. The room should be crowded on the occasion. — [325, 418, 473, 514]
article-paragraph: CHERTSEY, Jan. 18. There was a terrible tragedy here this morning. A man named Francis Fahey deliberately shot his wife and committed suicide immediately afterwards. Fahey was a well-to-do man, living on his own farm about a mile north of Chertsey. It appears that he and his wife were having constant disagreements, and yesterday the wife went to the police constable at Rakaia to complain of his conduct. She came back to Chertsey and stayed the night at the house of Mrs Thompson, next door but one to her own, till he came down in the morning. The constable went to Chertsey by express train this morning. He was about some three from Mrs Thompson's house, when he saw Fahey outside struggling with his wife. She was screaming loudly. Suddenly Fahey fired two shots out of a revolver at his wife while he had had hold of her, and she fell. When she was on the ground he fired another shot into her body. He then ran out of the section on to the road. The constable ran towards him, calling on him to stop. Fahey took no notice of the constable's injunction, but pointing the revolver at his own head fired. This shot apparently took no effect, and he again fired. This time he fell. When the constable came up to him he was apparently dead, and the constable went to Mrs Fahey, whom he found quite dead. — [483, 1062, 630, 1417]
article-paragraph: Geraniums (double), 3 plants, varieties. First prize 4s, second 2s: 2 entries.—G. H. Patrick 1, J. W. Pye 2. — [797, 814, 945, 844]
